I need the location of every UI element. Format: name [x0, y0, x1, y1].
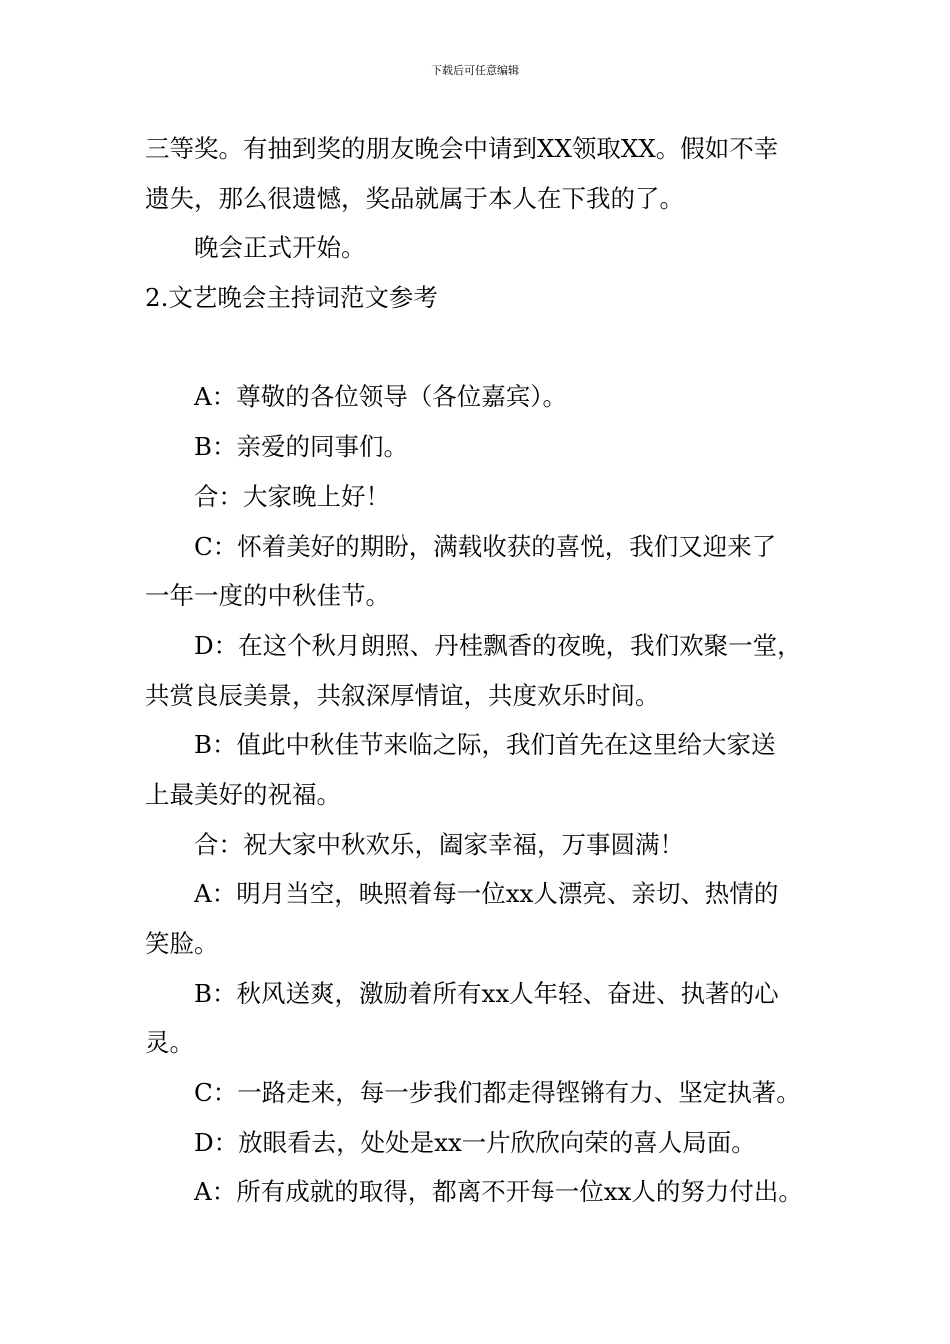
dialogue-line-continued: 共赏良辰美景，共叙深厚情谊，共度欢乐时间。	[145, 680, 660, 710]
dialogue-line: A：明月当空，映照着每一位xx人漂亮、亲切、热情的	[194, 879, 779, 909]
paragraph-line: 遗失，那么很遗憾，奖品就属于本人在下我的了。	[145, 183, 684, 213]
dialogue-line-continued: 笑脸。	[145, 929, 219, 958]
dialogue-line-continued: 上最美好的祝福。	[145, 779, 341, 809]
dialogue-line-continued: 灵。	[145, 1028, 194, 1058]
dialogue-line: 合：大家晚上好！	[194, 481, 390, 511]
page-header: 下载后可任意编辑	[431, 64, 519, 77]
blank-line	[145, 323, 835, 373]
dialogue-line: D：放眼看去，处处是xx一片欣欣向荣的喜人局面。	[194, 1127, 756, 1157]
dialogue-line: A：所有成就的取得，都离不开每一位xx人的努力付出。	[194, 1177, 803, 1207]
dialogue-line: A：尊敬的各位领导（各位嘉宾）。	[194, 382, 567, 412]
dialogue-line: B：亲爱的同事们。	[194, 432, 409, 462]
paragraph-line: 三等奖。有抽到奖的朋友晚会中请到XX领取XX。假如不幸	[145, 134, 779, 163]
paragraph-line: 晚会正式开始。	[194, 233, 366, 263]
section-heading: 2.文艺晚会主持词范文参考	[145, 283, 438, 313]
dialogue-line: 合：祝大家中秋欢乐，阖家幸福，万事圆满！	[194, 829, 684, 859]
dialogue-line: D：在这个秋月朗照、丹桂飘香的夜晚，我们欢聚一堂，	[194, 630, 802, 660]
dialogue-line: B：秋风送爽，激励着所有xx人年轻、奋进、执著的心	[194, 978, 779, 1008]
dialogue-line: C：怀着美好的期盼，满载收获的喜悦，我们又迎来了	[194, 531, 777, 561]
document-body	[145, 124, 835, 1217]
dialogue-line-continued: 一年一度的中秋佳节。	[145, 581, 390, 611]
dialogue-line: C：一路走来，每一步我们都走得铿锵有力、坚定执著。	[194, 1078, 801, 1108]
dialogue-line: B：值此中秋佳节来临之际，我们首先在这里给大家送	[194, 730, 776, 760]
